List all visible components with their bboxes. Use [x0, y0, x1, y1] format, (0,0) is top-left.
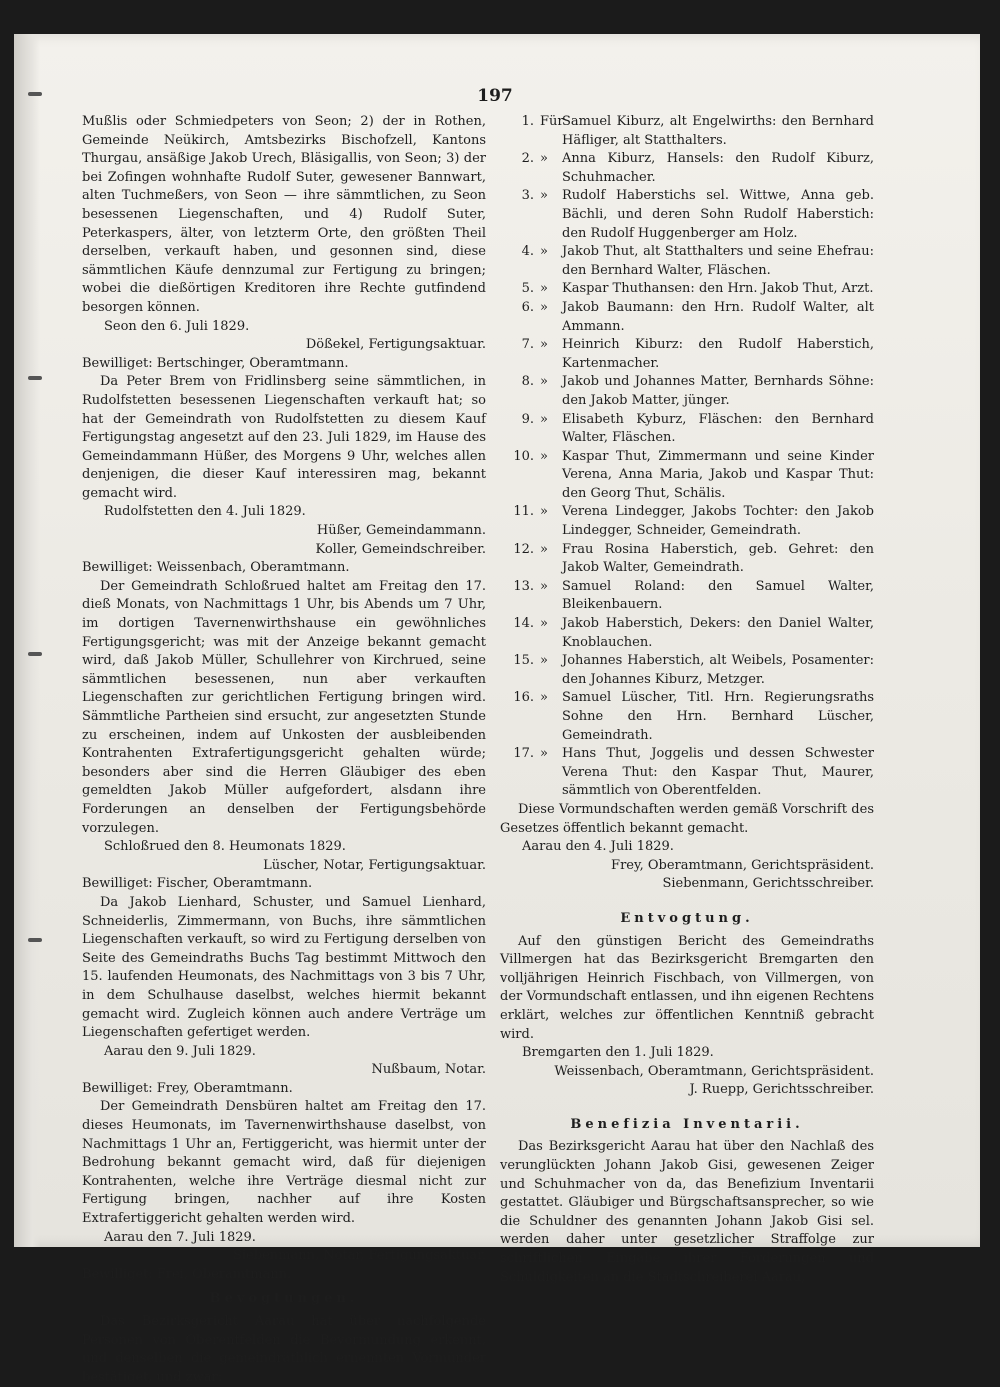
notice-rudolfstetten-signature: Koller, Gemeindschreiber. [315, 541, 486, 557]
entry-prefix: » [540, 337, 548, 353]
entry-text: Hans Thut, Joggelis und dessen Schwester Verena Thut: den Kaspar Thut, Maurer, sämmtlich von Oberentfelden. [562, 746, 874, 799]
entry-text: Kaspar Thuthansen: den Hrn. Jakob Thut, Arzt. [562, 281, 874, 297]
entry-prefix: » [540, 151, 548, 167]
entry-text: Heinrich Kiburz: den Rudolf Haberstich, Kartenmacher. [562, 337, 874, 371]
entry-text: Johannes Haberstich, alt Weibels, Posamenter: den Johannes Kiburz, Metzger. [562, 653, 874, 687]
entry-number: 3. [521, 188, 534, 204]
entry-text: Jakob Thut, alt Statthalters und seine Ehefrau: den Bernhard Walter, Fläschen. [562, 244, 874, 278]
notice-densbueren-text: Der Gemeindrath Densbüren haltet am Freitag den 17. dieses Heumonats, im Tavernenwirthshause daselbst, von Nachmittags 1 Uhr an, Fertiggericht, was hiermit unter der Bedrohung bekannt gemacht wird, daß für diejenigen Kontrahenten, welche ihre Verträge diesmal nicht zur Fertigung bringen, nachher auf ihre Kosten Extrafertiggericht gehalten werden wird. [82, 1099, 486, 1227]
guardianship-list [500, 113, 874, 801]
entry-text: Jakob Haberstich, Dekers: den Daniel Walter, Knoblauchen. [562, 616, 874, 650]
guardianship-entry [500, 541, 874, 578]
entry-number: 6. [521, 299, 534, 315]
entry-text: Jakob und Johannes Matter, Bernhards Söhne: den Jakob Matter, jünger. [562, 374, 874, 408]
notice-schlossrued-text: Der Gemeindrath Schloßrued haltet am Freitag den 17. dieß Monats, von Nachmittags 1 Uhr, bis Abends um 7 Uhr, im dortigen Tavernenwirthshause ein gewöhnliches Fertigungsgericht; was mit der Anzeige bekannt gemacht wird, daß Jakob Müller, Schullehrer von Kirchrued, seine sämmtlichen besessenen, nun aber verkauften Liegenschaften zur gerichtlichen Fertigung bringen wird. Sämmtliche Partheien sind ersucht, zur angesetzten Stunde zu erscheinen, indem auf Unkosten der ausbleibenden Kontrahenten Extrafertigungsgericht gehalten würde; besonders aber sind die Herren Gläubiger des eben gemeldten Jakob Müller aufgefordert, alsdann ihre Forderungen an denselben der Fertigungsbehörde vorzulegen. [82, 578, 486, 836]
notice-seon-date: Seon den 6. Juli 1829. [104, 318, 250, 334]
guardianship-entry [500, 615, 874, 652]
entry-number: 5. [521, 281, 534, 297]
entry-number: 15. [513, 653, 534, 669]
binding-thread-mark [28, 92, 42, 96]
section-title-benefizia: Benefizia Inventarii. [570, 1116, 804, 1132]
entry-number: 9. [521, 411, 534, 427]
section-title-entvogtung: Entvogtung. [620, 910, 754, 926]
entry-number: 1. [521, 114, 534, 129]
entry-number: 11. [513, 504, 534, 520]
entry-prefix: » [540, 690, 548, 706]
right-column [500, 113, 874, 1287]
notice-buchs-text: Da Jakob Lienhard, Schuster, und Samuel Lienhard, Schneiderlis, Zimmermann, von Buchs, ihre sämmtlichen Liegenschaften verkauft, so wird zu Fertigung derselben von Seite des Gemeindraths Buchs Tag bestimmt Mittwoch den 15. laufenden Heumonats, des Nachmittags von 3 bis 7 Uhr, in dem Schulhause daselbst, welches hiermit bekannt gemacht wird. Zugleich können auch andere Verträge um Liegenschaften gefertiget werden. [82, 894, 486, 1041]
entvogtung-signature: Weissenbach, Oberamtmann, Gerichtspräsident. [554, 1063, 874, 1079]
guardianship-entry [500, 578, 874, 615]
notice-schlossrued-signature: Lüscher, Notar, Fertigungsaktuar. [263, 857, 486, 873]
guardianship-entry [500, 411, 874, 448]
notice-rudolfstetten-text: Da Peter Brem von Fridlinsberg seine sämmtlichen, in Rudolfstetten besessenen Liegenschaften verkauft hat; so hat der Gemeindrath von Rudolfstetten zu diesem Kauf Fertigungstag angesetzt auf den 23. Juli 1829, im Hause des Gemeindammann Hüßer, des Morgens 9 Uhr, welches allen denjenigen, die dieser Kauf interessiren mag, bekannt gemacht wird. [82, 374, 486, 501]
guardianship-entry [500, 373, 874, 410]
entry-prefix: » [540, 188, 548, 204]
notice-schlossrued-date: Schloßrued den 8. Heumonats 1829. [104, 839, 346, 855]
vormund-signature: Frey, Oberamtmann, Gerichtspräsident. [611, 857, 874, 873]
binding-thread-mark [28, 376, 42, 380]
guardianship-entry [500, 745, 874, 801]
bevogtungen-intro: Das Bezirksgericht Aarau hat über nachfolgende Personen von Oberentfelden die Bevormundung erkennt, und denselben die gemeindräthlich ernennten Vormünder bestätiget, und zwar: [82, 1314, 486, 1385]
entry-text: Kaspar Thut, Zimmermann und seine Kinder Verena, Anna Maria, Jakob und Kaspar Thut: den Georg Thut, Schälis. [562, 448, 874, 501]
notice-schlossrued-approval: Bewilliget: Fischer, Oberamtmann. [82, 876, 313, 892]
entry-prefix: » [540, 578, 548, 594]
notice-rudolfstetten-approval: Bewilliget: Weissenbach, Oberamtmann. [82, 560, 350, 576]
entry-text: Elisabeth Kyburz, Fläschen: den Bernhard Walter, Fläschen. [562, 411, 874, 446]
page-number: 197 [477, 86, 513, 106]
notice-densbueren-signature: Siebenmann, Notar, Fertigungsaktuar. [232, 1248, 486, 1264]
notice-densbueren-date: Aarau den 7. Juli 1829. [104, 1229, 256, 1245]
entry-prefix: Für [540, 114, 564, 129]
notice-buchs-approval: Bewilliget: Frey, Oberamtmann. [82, 1080, 293, 1096]
entry-prefix: » [540, 374, 548, 390]
notice-rudolfstetten-date: Rudolfstetten den 4. Juli 1829. [104, 504, 306, 520]
entry-text: Anna Kiburz, Hansels: den Rudolf Kiburz, Schuhmacher. [562, 151, 874, 185]
entry-text: Verena Lindegger, Jakobs Tochter: den Jakob Lindegger, Schneider, Gemeindrath. [562, 504, 874, 539]
guardianship-entry [500, 336, 874, 373]
notice-buchs-signature: Nußbaum, Notar. [371, 1062, 486, 1078]
entry-number: 14. [513, 616, 534, 632]
entry-prefix: » [540, 653, 548, 669]
guardianship-entry [500, 503, 874, 540]
entry-number: 7. [521, 337, 534, 353]
notice-seon-text: Mußlis oder Schmiedpeters von Seon; 2) der in Rothen, Gemeinde Neükirch, Amtsbezirks Bischofzell, Kantons Thurgau, ansäßige Jakob Urech, Bläsigallis, von Seon; 3) der bei Zofingen wohnhafte Rudolf Suter, gewesener Bannwart, alten Tuchmeßers, von Seon — ihre sämmtlichen, zu Seon besessenen Liegenschaften, und 4) Rudolf Suter, Peterkaspers, älter, von letzterm Orte, den größten Theil derselben, verkauft haben, und gesonnen sind, diese sämmtlichen Käufe dennzumal zur Fertigung zu bringen; wobei die dießörtigen Kreditoren ihre Rechte gutfindend besorgen können. [82, 114, 486, 315]
binding-thread-mark [28, 652, 42, 656]
benefizia-text: Das Bezirksgericht Aarau hat über den Nachlaß des verunglückten Johann Jakob Gisi, gewesenen Zeiger und Schuhmacher von da, das Benefizium Inventarii gestattet. Gläubiger und Bürgschaftsansprecher, so wie die Schuldner des genannten Johann Jakob Gisi sel. werden daher unter gesetzlicher Straffolge zur schriftlichen Eingabe ihrer Forderungen und Schuldigkeiten an die Stadtschreiberei Aarau, [500, 1139, 874, 1285]
entry-number: 17. [513, 746, 534, 762]
entry-text: Samuel Kiburz, alt Engelwirths: den Bernhard Häfliger, alt Statthalters. [562, 114, 874, 148]
guardianship-entry [500, 187, 874, 243]
guardianship-entry [500, 150, 874, 187]
entry-prefix: » [540, 746, 548, 762]
left-column [82, 113, 486, 1387]
guardianship-entry [500, 448, 874, 504]
section-title-bevogtungen: Bevogtungen. [209, 1291, 359, 1307]
entry-number: 4. [521, 244, 534, 260]
entry-prefix: » [540, 504, 548, 520]
vormund-signature: Siebenmann, Gerichtsschreiber. [662, 876, 874, 892]
entry-prefix: » [540, 299, 548, 315]
entry-text: Samuel Roland: den Samuel Walter, Bleikenbauern. [562, 578, 874, 613]
entry-prefix: » [540, 244, 548, 260]
binding-thread-mark [28, 938, 42, 942]
entry-number: 10. [513, 448, 534, 464]
entry-prefix: » [540, 281, 548, 297]
entry-number: 12. [513, 541, 534, 557]
entry-text: Jakob Baumann: den Hrn. Rudolf Walter, alt Ammann. [562, 299, 874, 334]
guardianship-entry [500, 113, 874, 150]
notice-buchs-date: Aarau den 9. Juli 1829. [104, 1043, 256, 1059]
guardianship-entry [500, 689, 874, 745]
guardianship-entry [500, 243, 874, 280]
entry-text: Rudolf Haberstichs sel. Wittwe, Anna geb. Bächli, und deren Sohn Rudolf Haberstich: den Rudolf Huggenberger am Holz. [562, 188, 874, 241]
entvogtung-date: Bremgarten den 1. Juli 1829. [522, 1045, 714, 1061]
entry-text: Frau Rosina Haberstich, geb. Gehret: den Jakob Walter, Gemeindrath. [562, 541, 874, 576]
vormund-date: Aarau den 4. Juli 1829. [522, 839, 674, 855]
notice-rudolfstetten-signature: Hüßer, Gemeindammann. [316, 523, 486, 539]
entry-prefix: » [540, 616, 548, 632]
notice-seon-approval: Bewilliget: Bertschinger, Oberamtmann. [82, 355, 349, 371]
guardianship-entry [500, 652, 874, 689]
notice-seon-signature: Dößekel, Fertigungsaktuar. [305, 337, 486, 353]
entry-prefix: » [540, 448, 548, 464]
guardianship-entry [500, 299, 874, 336]
entry-number: 2. [521, 151, 534, 167]
guardianship-entry [500, 280, 874, 299]
entry-number: 13. [513, 578, 534, 594]
entvogtung-signature: J. Ruepp, Gerichtsschreiber. [689, 1082, 874, 1098]
entry-text: Samuel Lüscher, Titl. Hrn. Regierungsraths Sohne den Hrn. Bernhard Lüscher, Gemeindrath. [562, 690, 874, 743]
vormund-notice: Diese Vormundschaften werden gemäß Vorschrift des Gesetzes öffentlich bekannt gemacht. [500, 801, 874, 836]
notice-densbueren-approval: Bewilliget: Frei, Oberamtmann. [82, 1266, 292, 1282]
page-binding [14, 34, 40, 1247]
entry-prefix: » [540, 411, 548, 427]
entvogtung-text: Auf den günstigen Bericht des Gemeindraths Villmergen hat das Bezirksgericht Bremgarten den volljährigen Heinrich Fischbach, von Villmergen, von der Vormundschaft entlassen, und ihn eigenen Rechtens erklärt, welches zur öffentlichen Kenntniß gebracht wird. [500, 933, 874, 1042]
entry-prefix: » [540, 541, 548, 557]
entry-number: 8. [521, 374, 534, 390]
entry-number: 16. [513, 690, 534, 706]
